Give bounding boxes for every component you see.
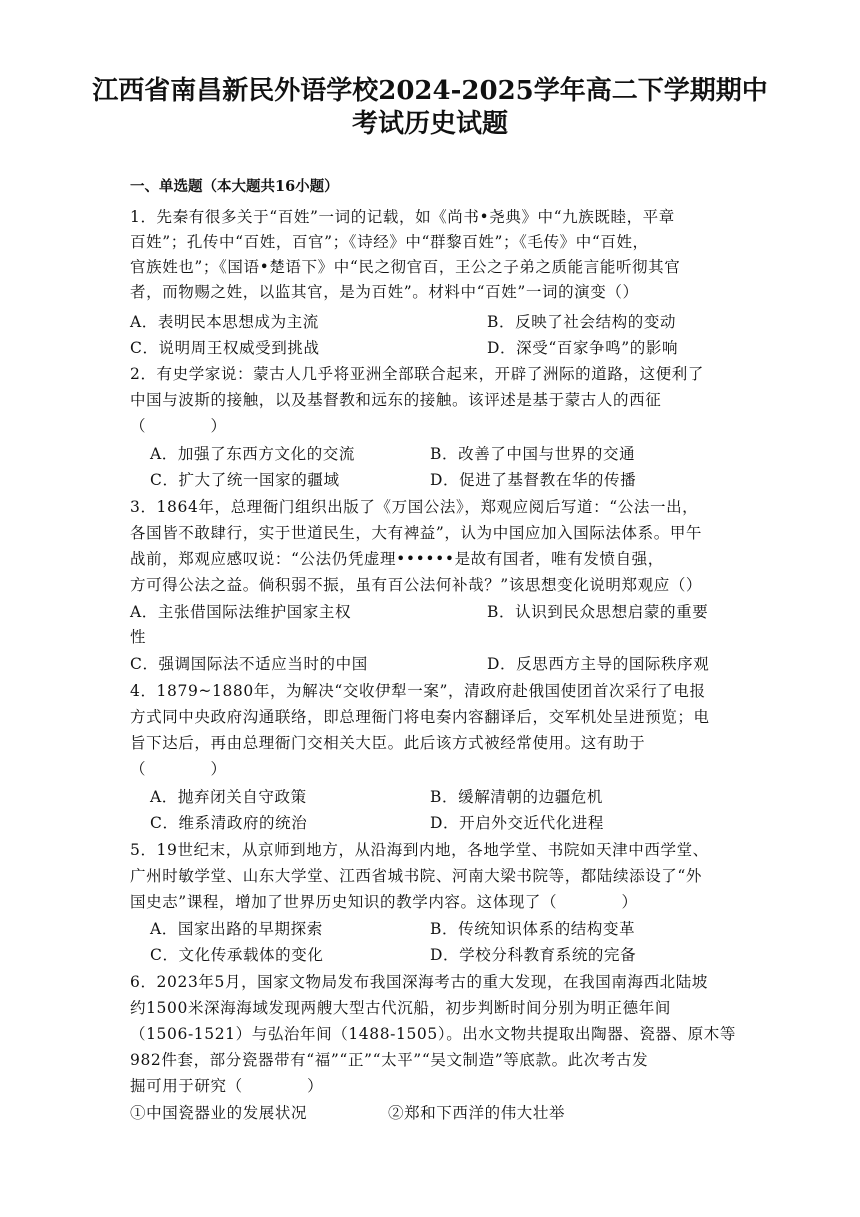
question-6-line-4: 982件套，部分瓷器带有“福”“正”“太平”“吴文制造”等底款。此次考古发 (130, 1051, 649, 1069)
question-6-line-2: 约1500米深海海域发现两艘大型古代沉船，初步判断时间分别为明正德年间 (130, 999, 671, 1017)
section-heading: 一、单选题（本大题共16小题） (130, 178, 339, 195)
question-1-option-c: C．说明周王权威受到挑战 (130, 339, 320, 357)
question-2-option-c: C．扩大了统一国家的疆域 (150, 471, 340, 489)
question-3-option-a: A．主张借国际法维护国家主权 (130, 603, 352, 621)
question-2-option-b: B．改善了中国与世界的交通 (430, 445, 636, 463)
question-1-option-d: D．深受“百家争鸣”的影响 (487, 339, 679, 357)
question-4-option-c: C．维系清政府的统治 (150, 814, 308, 832)
question-3-line-4: 方可得公法之益。倘积弱不振，虽有百公法何补哉？”该思想变化说明郑观应（） (130, 576, 703, 594)
question-2-option-d: D．促进了基督教在华的传播 (430, 471, 637, 489)
question-1-line-1: 1．先秦有很多关于“百姓”一词的记载，如《尚书•尧典》中“九族既睦，平章 (130, 208, 675, 226)
question-1-option-a: A．表明民本思想成为主流 (130, 313, 319, 331)
question-3-option-b-wrap: 性 (130, 628, 147, 646)
question-2-line-3: （ ） (130, 417, 227, 435)
question-5-line-3: 国史志”课程，增加了世界历史知识的教学内容。这体现了（ ） (130, 893, 638, 911)
question-2-line-1: 2．有史学家说：蒙古人几乎将亚洲全部联合起来，开辟了洲际的道路，这便利了 (130, 365, 704, 383)
document-title-line2: 考试历史试题 (351, 109, 508, 139)
question-4-line-1: 4．1879~1880年，为解决“交收伊犁一案”，清政府赴俄国使团首次采行了电报 (130, 682, 706, 700)
question-6-item-2: ②郑和下西洋的伟大壮举 (388, 1104, 566, 1122)
question-3-option-c: C．强调国际法不适应当时的中国 (130, 655, 368, 673)
question-1-option-b: B．反映了社会结构的变动 (487, 313, 677, 331)
question-3-option-d: D．反思西方主导的国际秩序观 (487, 655, 710, 673)
question-1-line-2: 百姓”；孔传中“百姓，百官”；《诗经》中“群黎百姓”；《毛传》中“百姓， (130, 233, 649, 251)
question-5-option-a: A．国家出路的早期探索 (150, 920, 323, 938)
question-4-line-3: 旨下达后，再由总理衙门交相关大臣。此后该方式被经常使用。这有助于 (130, 734, 646, 752)
question-2-option-a: A．加强了东西方文化的交流 (150, 445, 355, 463)
question-3-line-2: 各国皆不敢肆行，实于世道民生，大有裨益”，认为中国应加入国际法体系。甲午 (130, 524, 703, 542)
question-3-line-3: 战前，郑观应感叹说：“公法仍凭虚理••••••是故有国者，唯有发愤自强， (130, 550, 664, 568)
question-4-option-d: D．开启外交近代化进程 (430, 814, 605, 832)
question-3-line-1: 3．1864年，总理衙门组织出版了《万国公法》，郑观应阅后写道：“公法一出， (130, 498, 699, 516)
question-5-line-2: 广州时敏学堂、山东大学堂、江西省城书院、河南大梁书院等，都陆续添设了“外 (130, 867, 703, 885)
question-2-line-2: 中国与波斯的接触，以及基督教和远东的接触。该评述是基于蒙古人的西征 (130, 391, 662, 409)
question-6-line-1: 6．2023年5月，国家文物局发布我国深海考古的重大发现，在我国南海西北陆坡 (130, 973, 708, 991)
question-1-line-3: 官族姓也”；《国语•楚语下》中“民之彻官百，王公之子弟之质能言能听彻其官 (130, 258, 681, 276)
question-4-option-b: B．缓解清朝的边疆危机 (430, 788, 603, 806)
document-title-line1: 江西省南昌新民外语学校2024-2025学年高二下学期期中 (92, 76, 768, 106)
question-4-line-2: 方式同中央政府沟通联络，即总理衙门将电奏内容翻译后，交军机处呈进预览；电 (130, 708, 710, 726)
question-6-item-1: ①中国瓷器业的发展状况 (130, 1104, 308, 1122)
question-3-option-b: B．认识到民众思想启蒙的重要 (487, 603, 709, 621)
question-4-line-4: （ ） (130, 760, 227, 778)
question-6-line-3: （1506-1521）与弘治年间（1488-1505）。出水文物共提取出陶器、瓷器、原木等 (130, 1025, 737, 1043)
question-5-option-d: D．学校分科教育系统的完备 (430, 946, 637, 964)
question-5-option-c: C．文化传承载体的变化 (150, 946, 324, 964)
question-6-line-5: 掘可用于研究（ ） (130, 1077, 324, 1095)
question-1-line-4: 者，而物赐之姓，以监其官，是为百姓”。材料中“百姓”一词的演变（） (130, 283, 639, 301)
question-5-line-1: 5．19世纪末，从京师到地方，从沿海到内地，各地学堂、书院如天津中西学堂、 (130, 841, 709, 859)
question-4-option-a: A．抛弃闭关自守政策 (150, 788, 307, 806)
question-5-option-b: B．传统知识体系的结构变革 (430, 920, 636, 938)
